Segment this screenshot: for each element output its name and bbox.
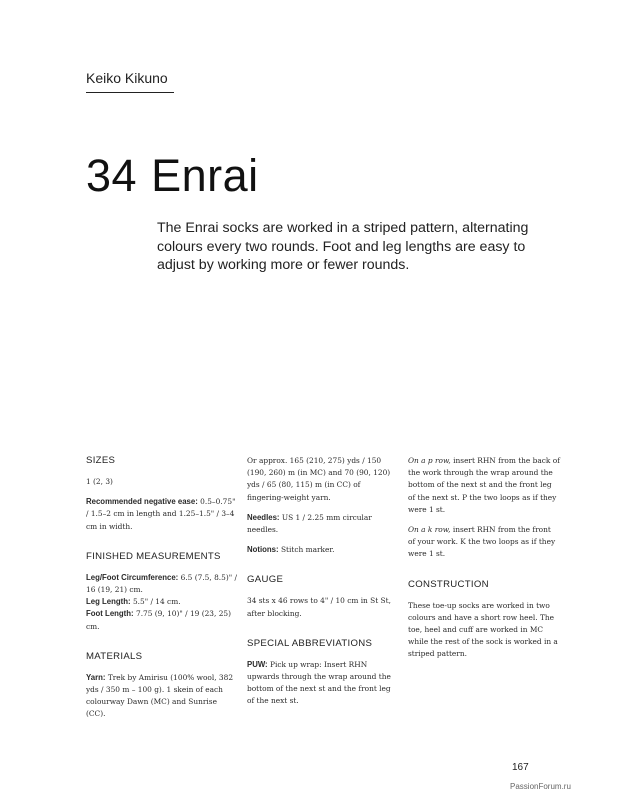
ease-label: Recommended negative ease: (86, 497, 198, 507)
needles-label: Needles: (247, 512, 280, 522)
yarn-continuation: Or approx. 165 (210, 275) yds / 150 (190, 260) m (in MC) and 70 (90, 120) yds / 65 (80, 115) m (in CC) of fingering-weight yarn. (247, 456, 391, 502)
author-name: Keiko Kikuno (86, 70, 174, 93)
column-1 (86, 455, 238, 729)
materials-heading: MATERIALS (86, 650, 143, 662)
leg-length-paragraph (86, 596, 238, 608)
circumference-paragraph (86, 572, 238, 596)
yarn-paragraph (86, 672, 238, 721)
gauge-text: 34 sts x 46 rows to 4" / 10 cm in St St, after blocking. (247, 596, 391, 618)
column-3 (408, 455, 560, 669)
page-number: 167 (512, 762, 529, 773)
leg-length-text: 5.5" / 14 cm. (130, 597, 181, 607)
p-row-text: insert RHN from the back of the work through the wrap around the bottom of the next st and the front leg of the next st. P the two loops as if they were 1 st. (408, 456, 560, 514)
gauge-heading: GAUGE (247, 574, 284, 586)
special-abbreviations-heading: SPECIAL ABBREVIATIONS (247, 637, 373, 649)
notions-text: Stitch marker. (278, 545, 335, 555)
notions-paragraph (247, 544, 399, 556)
needles-text: US 1 / 2.25 mm circular needles. (247, 512, 372, 535)
puw-text: Pick up wrap: Insert RHN upwards through the wrap around the bottom of the next st and the front leg of the next st. (247, 659, 391, 706)
puw-paragraph (247, 659, 399, 708)
intro-paragraph: The Enrai socks are worked in a striped pattern, alternating colours every two rounds. Foot and leg lengths are easy to adjust by working more or fewer rounds. (157, 220, 529, 274)
ease-text: 0.5–0.75" / 1.5–2 cm in length and 1.25–1.5" / 3–4 cm in width. (86, 497, 236, 531)
construction-heading: CONSTRUCTION (408, 578, 489, 590)
page-title (86, 150, 259, 202)
foot-length-paragraph (86, 608, 238, 632)
circumference-text: 6.5 (7.5, 8.5)" / 16 (19, 21) cm. (86, 572, 237, 595)
yarn-text: Trek by Amirisu (100% wool, 382 yds / 350 m – 100 g). 1 skein of each colourway Dawn (MC) and Sunrise (CC). (86, 672, 234, 719)
leg-length-label: Leg Length: (86, 597, 131, 607)
watermark: PassionForum.ru (510, 782, 571, 791)
notions-label: Notions: (247, 545, 279, 555)
sizes-heading: SIZES (86, 455, 116, 466)
yarn-label: Yarn: (86, 672, 106, 682)
column-2 (247, 455, 399, 716)
circumference-label: Leg/Foot Circumference: (86, 572, 179, 582)
needles-paragraph (247, 512, 399, 536)
foot-length-label: Foot Length: (86, 609, 134, 619)
construction-text: These toe-up socks are worked in two colours and have a short row heel. The toe, heel and cuff are worked in MC while the rest of the sock is worked in a striped pattern. (408, 600, 558, 659)
puw-label: PUW: (247, 659, 268, 669)
p-row-label: On a p row, (408, 456, 451, 465)
k-row-paragraph (408, 524, 560, 561)
finished-measurements-heading: FINISHED MEASUREMENTS (86, 550, 221, 562)
k-row-label: On a k row, (408, 525, 451, 535)
pattern-number: 34 (86, 150, 138, 201)
k-row-text: insert RHN from the front of your work. K the two loops as if they were 1 st. (408, 525, 556, 559)
foot-length-text: 7.75 (9, 10)" / 19 (23, 25) cm. (86, 609, 231, 631)
sizes-value: 1 (2, 3) (86, 477, 113, 486)
pattern-name: Enrai (151, 150, 259, 201)
p-row-paragraph (408, 455, 560, 516)
ease-paragraph (86, 496, 238, 533)
